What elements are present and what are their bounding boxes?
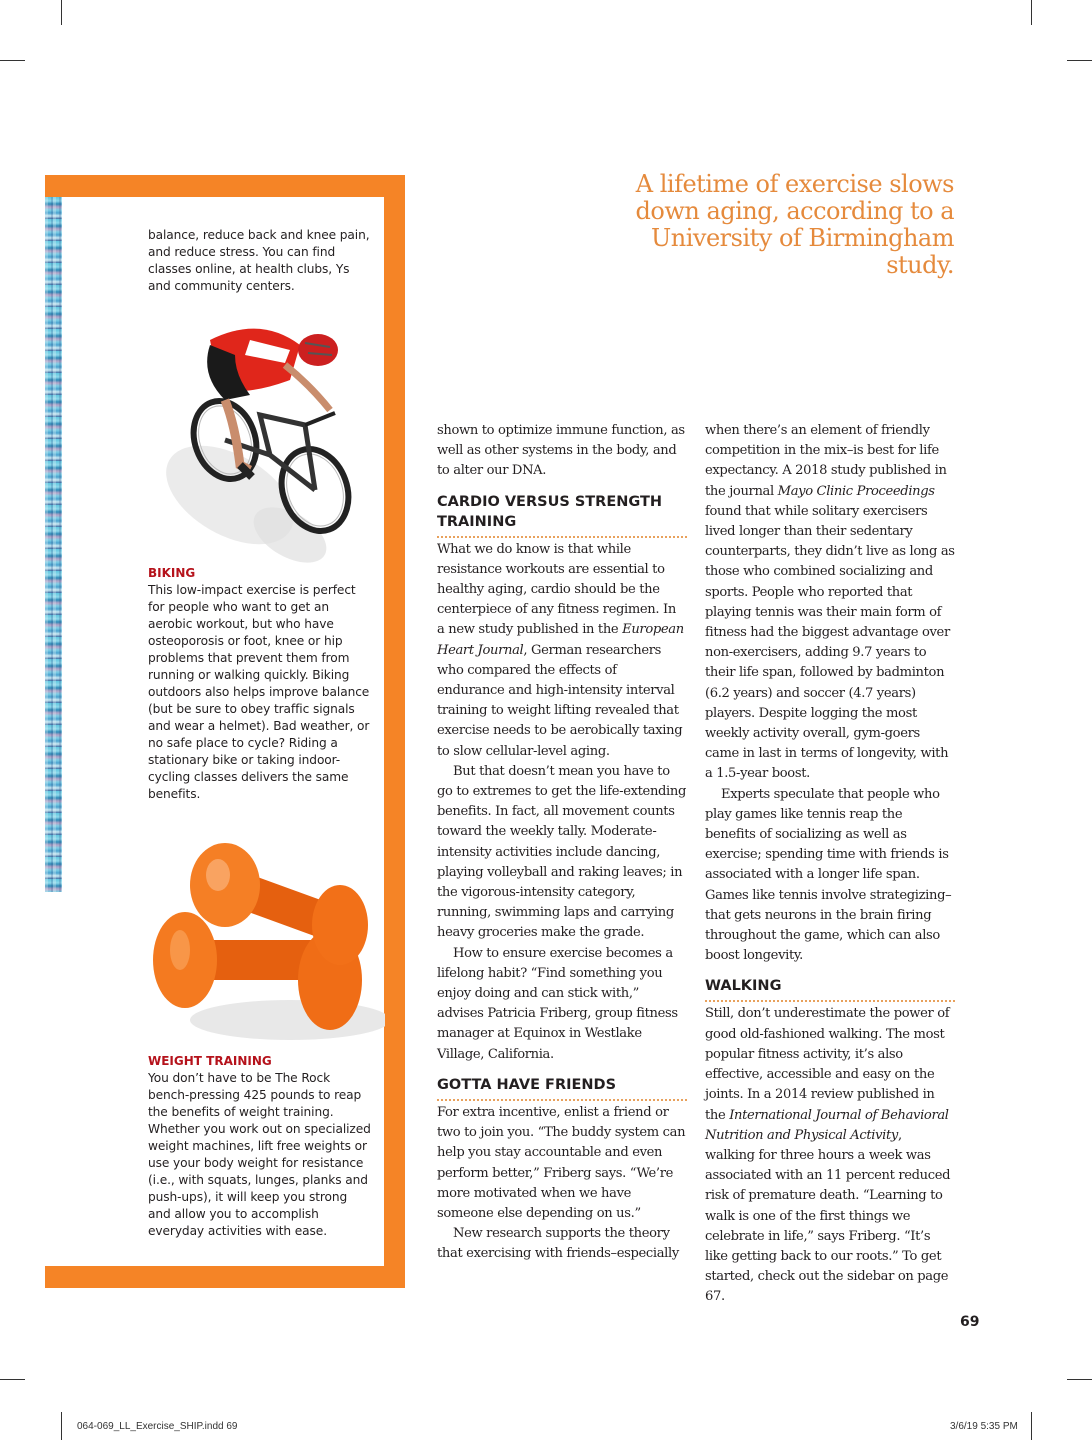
biking-section bbox=[148, 565, 373, 803]
dumbbells-photo bbox=[140, 830, 385, 1055]
crop-mark bbox=[61, 0, 62, 25]
paragraph: shown to optimize immune function, as well as other systems in the body, and to alter our DNA. bbox=[437, 423, 685, 479]
weight-training-section bbox=[148, 1053, 373, 1240]
weight-training-heading: WEIGHT TRAINING bbox=[148, 1054, 272, 1068]
section-heading-walking: WALKING bbox=[705, 976, 955, 1002]
crop-mark bbox=[1031, 0, 1032, 25]
paragraph bbox=[705, 1004, 955, 1307]
slug-date: 3/6/19 5:35 PM bbox=[950, 1421, 1018, 1432]
crop-mark bbox=[0, 1379, 25, 1380]
paragraph-text: when there’s an element of friendly competition in the mix–is best for life expectancy. A 2018 study published in the journal bbox=[705, 423, 947, 499]
biking-heading: BIKING bbox=[148, 566, 196, 580]
paragraph-text: , walking for three hours a week was associated with an 11 percent reduced risk of premature death. “Learning to walk is one of the first things we celebrate in life,” says Friberg. “It’s like getting back to our roots.” To get started, check out the sidebar on page 67. bbox=[705, 1127, 951, 1305]
slug-filename: 064-069_LL_Exercise_SHIP.indd 69 bbox=[77, 1421, 238, 1432]
biking-text: This low-impact exercise is perfect for people who want to get an aerobic workout, but who have osteoporosis or foot, knee or hip problems that prevent them from running or walking quickly. Biking outdoors also helps improve balance (but be sure to obey traffic signals and wear a helmet). Bad weather, or no safe place to cycle? Riding a stationary bike or taking indoor-cycling classes delivers the same benefits. bbox=[148, 583, 370, 801]
slug-divider bbox=[61, 1412, 62, 1440]
paragraph: For extra incentive, enlist a friend or two to join you. “The buddy system can help you stay accountable and even perform better,” Friberg says. “We’re more motivated when we have someone else depending on us.” bbox=[437, 1104, 686, 1221]
pool-water-photo-strip bbox=[45, 197, 62, 892]
pull-quote: A lifetime of exercise slows down aging, according to a University of Birmingham study. bbox=[635, 170, 954, 279]
crop-mark bbox=[0, 60, 25, 61]
paragraph: Experts speculate that people who play games like tennis reap the benefits of socializing as well as exercise; spending time with friends is associated with a longer life span. Games like tennis involve strategizing–that gets neurons in the brain firing throughout the game, which can also boost longevity. bbox=[705, 786, 952, 964]
sidebar-frame-top bbox=[45, 175, 405, 197]
paragraph bbox=[705, 421, 955, 785]
sidebar-frame-bottom bbox=[45, 1266, 405, 1288]
crop-mark bbox=[1067, 1379, 1092, 1380]
paragraph-text: Still, don’t underestimate the power of good old-fashioned walking. The most popular fitness activity, it’s also effective, accessible and easy on the joints. In a 2014 review published in the bbox=[705, 1006, 950, 1123]
article-column-1 bbox=[437, 421, 687, 1265]
section-heading-friends: GOTTA HAVE FRIENDS bbox=[437, 1075, 687, 1101]
paragraph-text: What we do know is that while resistance workouts are essential to healthy aging, cardio should be the centerpiece of any fitness regimen. In a new study published in the bbox=[437, 541, 676, 638]
paragraph: New research supports the theory that exercising with friends–especially bbox=[437, 1226, 679, 1262]
paragraph bbox=[437, 540, 687, 762]
paragraph-text: , German researchers who compared the effects of endurance and high-intensity interval training to weight lifting revealed that exercise needs to be aerobically taxing to slow cellular-level aging. bbox=[437, 642, 683, 759]
page-number: 69 bbox=[960, 1314, 980, 1330]
weight-training-text: You don’t have to be The Rock bench-pressing 425 pounds to reap the benefits of weight training. Whether you work out on specialized weight machines, lift free weights or use your body weight for resistance (i.e., with squats, lunges, planks and push-ups), it will keep you strong and allow you to accomplish everyday activities with ease. bbox=[148, 1071, 371, 1238]
crop-mark bbox=[1067, 60, 1092, 61]
slug-divider bbox=[1031, 1412, 1032, 1440]
journal-title: European Heart Journal bbox=[437, 622, 684, 658]
paragraph-text: found that while solitary exercisers lived longer than their sedentary counterparts, they didn’t live as long as those who combined socializing and sports. People who reported that playing tennis was their main form of fitness had the biggest advantage over non-exercisers, adding 9.7 years to their life span, followed by badminton (6.2 years) and soccer (4.7 years) players. Despite logging the most weekly activity overall, gym-goers came in last in terms of longevity, with a 1.5-year boost. bbox=[705, 503, 955, 782]
sidebar-intro-text: balance, reduce back and knee pain, and reduce stress. You can find classes online, at health clubs, Ys and community centers. bbox=[148, 228, 370, 293]
cyclist-photo bbox=[140, 305, 380, 565]
paragraph: But that doesn’t mean you have to go to extremes to get the life-extending benefits. In fact, all movement counts toward the weekly tally. Moderate-intensity activities include dancing, playing volleyball and raking leaves; in the vigorous-intensity category, running, swimming laps and carrying heavy groceries make the grade. bbox=[437, 763, 687, 941]
section-heading-cardio: CARDIO VERSUS STRENGTH TRAINING bbox=[437, 492, 687, 538]
paragraph: How to ensure exercise becomes a lifelong habit? “Find something you enjoy doing and can stick with,” advises Patricia Friberg, group fitness manager at Equinox in Westlake Village, California. bbox=[437, 945, 678, 1062]
article-column-2 bbox=[705, 421, 955, 1308]
journal-title: International Journal of Behavioral Nutrition and Physical Activity bbox=[705, 1107, 949, 1143]
sidebar-frame-right bbox=[384, 175, 405, 1288]
journal-title: Mayo Clinic Proceedings bbox=[777, 483, 935, 499]
